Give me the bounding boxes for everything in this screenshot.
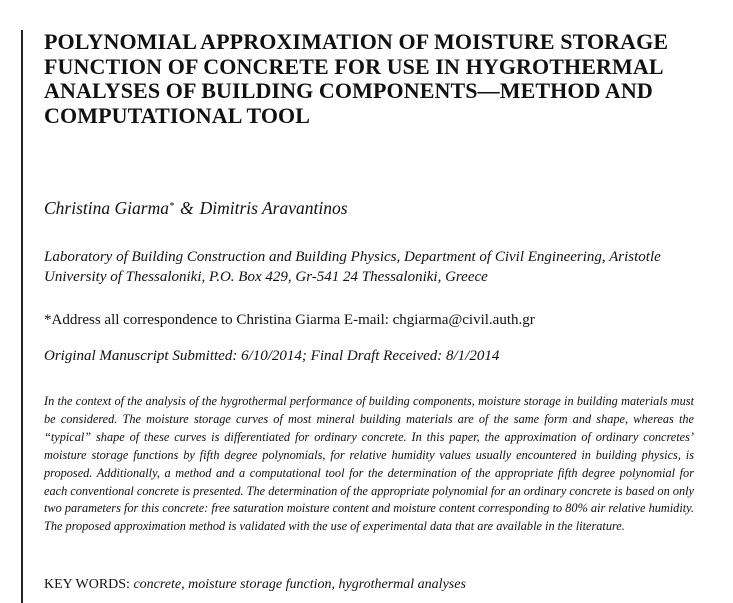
corresponding-author-mark: *: [168, 201, 174, 212]
author-name: Christina Giarma: [44, 198, 169, 218]
affiliation: Laboratory of Building Construction and Building Physics, Department of Civil Engineering, Aristotle University of Thessaloniki, P.O. Box 429, Gr-541 24 Thessaloniki, Greece: [44, 249, 661, 285]
keywords: [44, 576, 466, 594]
paper-title: POLYNOMIAL APPROXIMATION OF MOISTURE STORAGE FUNCTION OF CONCRETE FOR USE IN HYGROTHERMAL ANALYSES OF BUILDING COMPONENTS—METHOD AND COMPUTATIONAL TOOL: [44, 29, 669, 128]
margin-rule: [21, 30, 23, 603]
keywords-value: concrete, moisture storage function, hygrothermal analyses: [133, 577, 466, 592]
manuscript-dates: Original Manuscript Submitted: 6/10/2014; Final Draft Received: 8/1/2014: [44, 348, 500, 364]
correspondence-note: *Address all correspondence to Christina Giarma E-mail: chgiarma@civil.auth.gr: [44, 312, 535, 328]
keywords-label: KEY WORDS:: [44, 577, 130, 592]
author-line: [44, 197, 348, 219]
abstract: In the context of the analysis of the hygrothermal performance of building components, moisture storage in building materials must be considered. The moisture storage curves of most mineral building materials are of the same form and shape, whereas the “typical” shape of these curves is differentiated for ordinary concrete. In this paper, the approximation of ordinary concretes’ moisture storage functions by fifth degree polynomials, for relative humidity values usually encountered in building physics, is proposed. Additionally, a method and a computational tool for the determination of the appropriate fifth degree polynomial for each conventional concrete is presented. The determination of the appropriate polynomial for an ordinary concrete is based on only two parameters for this concrete: free saturation moisture content and moisture content corresponding to 80% air relative humidity. The proposed approximation method is validated with the use of experimental data that are available in the literature.: [44, 394, 694, 534]
author-name: Dimitris Aravantinos: [199, 198, 348, 218]
author-separator: &: [179, 198, 194, 218]
